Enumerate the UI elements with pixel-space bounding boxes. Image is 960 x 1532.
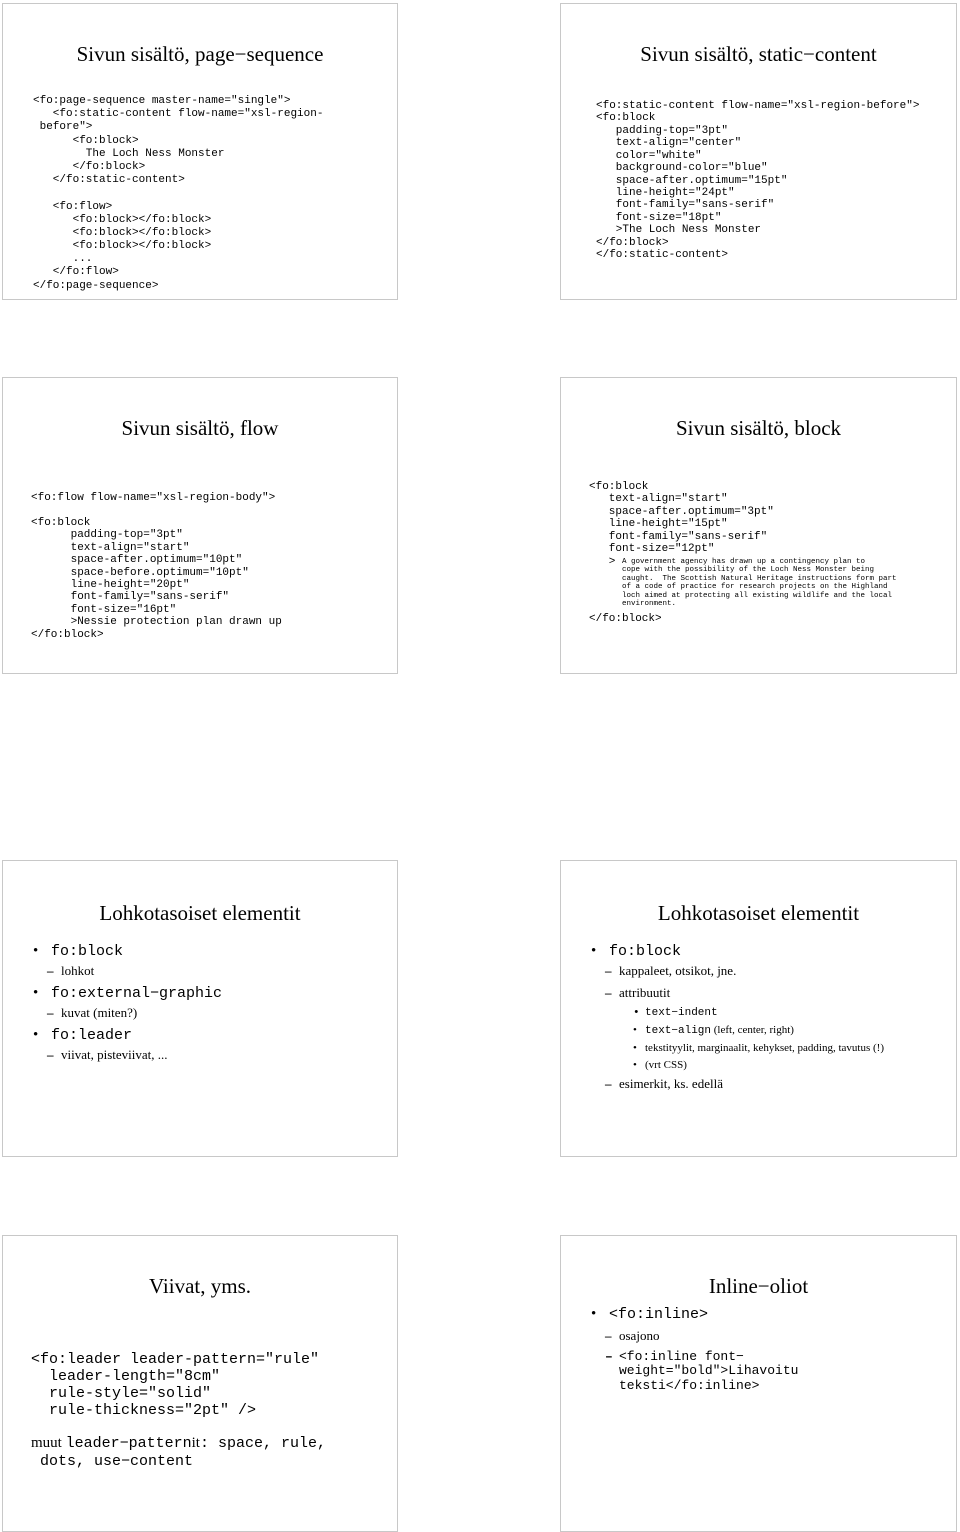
code-block-end: </fo:block> <box>589 613 662 625</box>
slide-block-elements-2 <box>560 860 957 1157</box>
list-item: • fo:block <box>591 943 884 960</box>
list-subitem: – osajono <box>591 1328 798 1344</box>
list-item: • fo:external−graphic <box>33 985 222 1002</box>
slide-title: Inline−oliot <box>708 1274 809 1298</box>
code-block: <fo:leader leader-pattern="rule" leader-length="8cm" rule-style="solid" rule-thickness="2pt" /> <box>31 1351 320 1419</box>
note-it: it <box>191 1435 200 1451</box>
note-attr: leader−pattern <box>65 1435 192 1452</box>
slide-title: Sivun sisältö, static−content <box>640 42 877 66</box>
bullet-list <box>591 1306 798 1399</box>
slide-title: Viivat, yms. <box>149 1274 251 1298</box>
slide-title: Sivun sisältö, flow <box>121 416 279 440</box>
slide-title: Lohkotasoiset elementit <box>99 901 301 925</box>
list-subsubitem <box>591 1024 884 1037</box>
slide-block-elements-1 <box>2 860 398 1157</box>
code-block: <fo:flow flow-name="xsl-region-body"> <fo:block padding-top="3pt" text-align="start" space-after.optimum="10pt" space-before.optimum="10pt" line-height="20pt" font-family="sans-serif" font-size="16pt" >Nessie protection plan drawn up </fo:block> <box>31 492 282 641</box>
list-subitem: – viivat, pisteviivat, ... <box>33 1047 222 1063</box>
slide-static-content <box>560 3 957 300</box>
slide-leaders <box>2 1235 398 1532</box>
note-prefix: muut <box>31 1435 66 1451</box>
slide-title: Lohkotasoiset elementit <box>657 901 860 925</box>
list-item: • <fo:inline> <box>591 1306 798 1323</box>
attr-text: (left, center, right) <box>711 1024 794 1036</box>
list-subitem: – lohkot <box>33 963 222 979</box>
list-subitem-code: – <fo:inline font− weight="bold">Lihavoitu teksti</fo:inline> <box>591 1350 798 1393</box>
list-subitem: – kuvat (miten?) <box>33 1005 222 1021</box>
bullet-list <box>33 943 222 1069</box>
slide-page-sequence <box>2 3 398 300</box>
code-block-small: A government agency has drawn up a contingency plan to cope with the possibility of the Loch Ness Monster being caught. The Scottish Natural Heritage instructions form part of a code of practice for research projects on the Highland loch aimed at protecting all existing wildlife and the local environment. <box>622 558 897 608</box>
list-subsubitem: • text−indent <box>591 1007 884 1019</box>
slide-block <box>560 377 957 674</box>
note-line-2: dots, use−content <box>40 1453 194 1470</box>
slide-inline <box>560 1235 957 1532</box>
list-subsubitem: • tekstityylit, marginaalit, kehykset, padding, tavutus (!) <box>591 1042 884 1054</box>
list-item: • fo:block <box>33 943 222 960</box>
note-values: : space, rule, <box>199 1435 326 1452</box>
slide-title: Sivun sisältö, block <box>675 416 842 440</box>
bullet-list <box>591 943 884 1098</box>
attr-code: text−align <box>645 1025 712 1037</box>
list-item: • fo:leader <box>33 1027 222 1044</box>
list-subitem: – esimerkit, ks. edellä <box>591 1076 884 1092</box>
code-block: <fo:block text-align="start" space-after.optimum="3pt" line-height="15pt" font-family="sans-serif" font-size="12pt" > <box>589 481 774 568</box>
slide-title: Sivun sisältö, page−sequence <box>76 42 324 66</box>
list-subitem: – attribuutit <box>591 985 884 1001</box>
list-subitem: – kappaleet, otsikot, jne. <box>591 963 884 979</box>
note-line-1 <box>31 1435 326 1452</box>
slide-flow <box>2 377 398 674</box>
code-block: <fo:static-content flow-name="xsl-region-before"> <fo:block padding-top="3pt" text-align="center" color="white" background-color="blue" space-after.optimum="15pt" line-height="24pt" font-family="sans-serif" font-size="18pt" >The Loch Ness Monster </fo:block> </fo:static-content> <box>596 100 920 262</box>
code-block: <fo:page-sequence master-name="single"> <fo:static-content flow-name="xsl-region- before"> <fo:block> The Loch Ness Monster </fo:block> </fo:static-content> <fo:flow> <fo:block></fo:block> <fo:block></fo:block> <fo:block></fo:block> ... </fo:flow> </fo:page-sequence> <box>33 95 324 292</box>
list-subsubitem: • (vrt CSS) <box>591 1059 884 1071</box>
